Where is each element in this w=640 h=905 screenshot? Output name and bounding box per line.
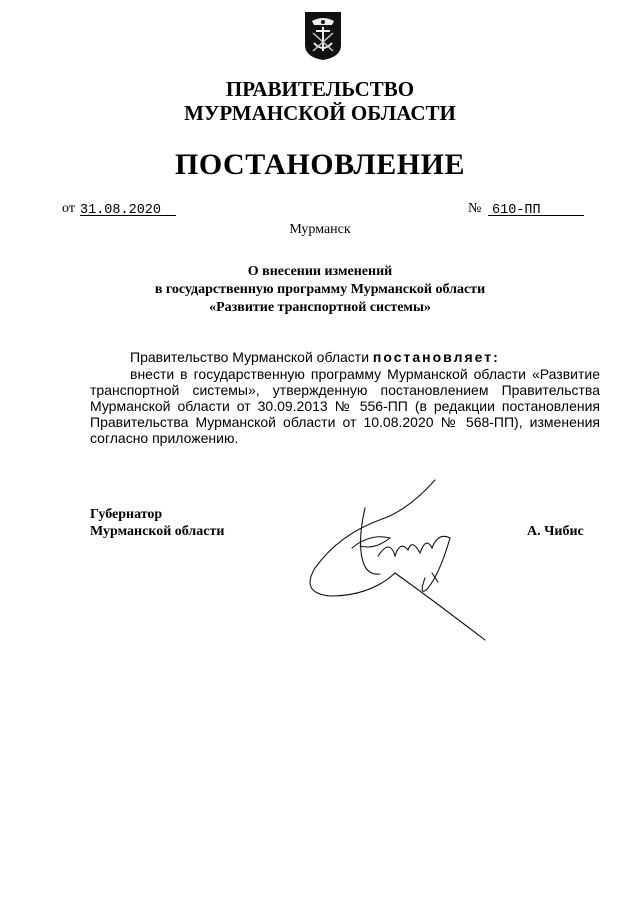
number-prefix: № [468,201,482,216]
subject-line1: О внесении изменений [247,264,393,279]
resolution-intro [130,349,600,365]
resolution-paragraph: внести в государственную программу Мурманской области «Развитие транспортной системы», утвержденную постановлением Правительства Мурманской области от 30.09.2013 № 556-ПП (в редакции постановления Правительства Мурманской области от 10.08.2020 № 568-ПП), изменения согласно приложению. [90,366,600,446]
date-prefix: от [62,201,75,216]
signatory-position-line2: Мурманской области [90,524,225,539]
subject-line3: «Развитие транспортной системы» [209,300,431,315]
city: Мурманск [289,222,351,237]
signatory-name: А. Чибис [527,524,584,539]
coat-of-arms-icon [304,11,342,61]
subject-line2: в государственную программу Мурманской области [154,282,486,297]
date-value: 31.08.2020 [80,203,162,218]
number-value: 610-ПП [492,203,541,218]
resolves-word: постановляет: [372,349,500,365]
government-name-line1: ПРАВИТЕЛЬСТВО [225,77,415,101]
date-field [80,200,176,216]
intro-text: Правительство Мурманской области [130,349,373,365]
government-name-line2: МУРМАНСКОЙ ОБЛАСТИ [184,101,456,125]
number-field [488,200,584,216]
signatory-position-line1: Губернатор [90,507,163,522]
document-type-title: ПОСТАНОВЛЕНИЕ [175,148,465,181]
handwritten-signature-icon [300,478,490,643]
